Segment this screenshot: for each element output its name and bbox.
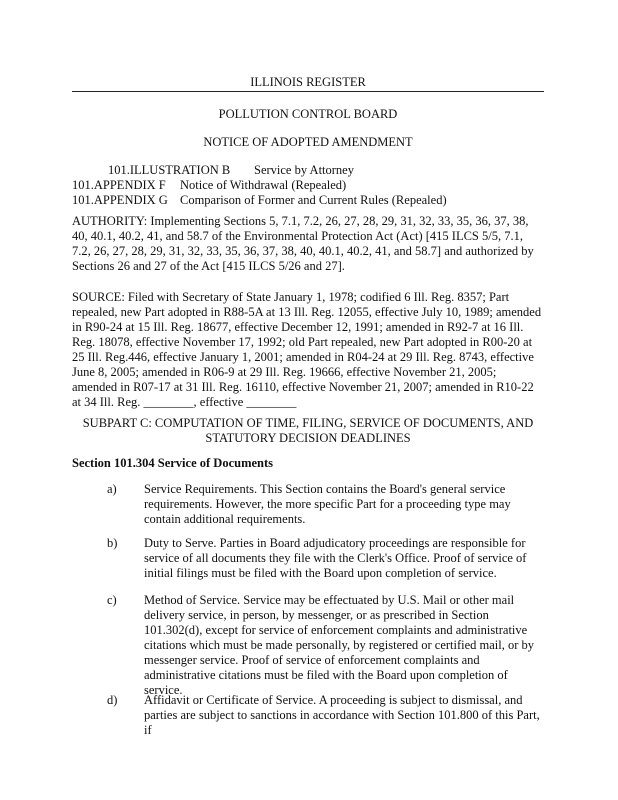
item-label: c) — [107, 593, 117, 607]
item-text: Method of Service. Service may be effectuated by U.S. Mail or other mail delivery service, in person, by messenger, or as prescribed in Section 101.302(d), except for service of enforcement complaints and administrative citations which must be made personally, by registered or certified mail, or by messenger service. Proof of service of enforcement complaints and administrative citations must be filed with the Board upon completion of service. — [144, 593, 535, 697]
source-note: SOURCE: Filed with Secretary of State January 1, 1978; codified 6 Ill. Reg. 8357; Part repealed, new Part adopted in R88-5A at 13 Ill. Reg. 12055, effective July 10, 1989; amended in R90-24 at 15 Ill. Reg. 18677, effective December 12, 1991; amended in R92-7 at 16 Ill. Reg. 18078, effective November 17, 1992; old Part repealed, new Part adopted in R00-20 at 25 Ill. Reg.446, effective January 1, 2001; amended in R04-24 at 29 Ill. Reg. 8743, effective June 8, 2005; amended in R06-9 at 29 Ill. Reg. 19666, effective November 21, 2005; amended in R07-17 at 31 Ill. Reg. 16110, effective November 21, 2007; amended in R10-22 at 34 Ill. Reg. ________, effective ________ — [72, 290, 542, 409]
toc-title: Service by Attorney — [254, 163, 354, 177]
section-heading: Section 101.304 Service of Documents — [72, 456, 274, 470]
toc-title: Notice of Withdrawal (Repealed) — [180, 178, 347, 192]
subpart-heading: SUBPART C: COMPUTATION OF TIME, FILING, SERVICE OF DOCUMENTS, AND STATUTORY DECISION DEADLINES — [82, 416, 534, 445]
toc-title: Comparison of Former and Current Rules (Repealed) — [180, 193, 447, 207]
notice-title: NOTICE OF ADOPTED AMENDMENT — [203, 135, 413, 149]
item-text: Affidavit or Certificate of Service. A proceeding is subject to dismissal, and parties are subject to sanctions in accordance with Section 101.800 of this Part, if — [144, 693, 540, 737]
item-label: d) — [107, 693, 118, 707]
authority-note: AUTHORITY: Implementing Sections 5, 7.1, 7.2, 26, 27, 28, 29, 31, 32, 33, 35, 36, 37, 38, 40, 40.1, 40.2, 41, and 58.7 of the Environmental Protection Act (Act) [415 ILCS 5/5, 7.1, 7.2, 26, 27, 28, 29, 31, 32, 33, 35, 36, 37, 38, 40, 40.1, 40.2, 41, and 58.7] and authorized by Sections 26 and 27 of the Act [415 ILCS 5/26 and 27]. — [72, 214, 534, 273]
header-divider — [72, 91, 544, 92]
toc-id: 101.APPENDIX F — [72, 178, 166, 192]
toc-id: 101.APPENDIX G — [72, 193, 168, 207]
toc-id: 101.ILLUSTRATION B — [108, 163, 231, 177]
item-label: a) — [107, 482, 117, 496]
agency-title: POLLUTION CONTROL BOARD — [218, 107, 398, 121]
register-title: ILLINOIS REGISTER — [250, 75, 366, 89]
item-text: Service Requirements. This Section contains the Board's general service requirements. However, the more specific Part for a proceeding type may contain additional requirements. — [144, 482, 511, 526]
item-label: b) — [107, 536, 118, 550]
item-text: Duty to Serve. Parties in Board adjudicatory proceedings are responsible for service of all documents they file with the Clerk's Office. Proof of service of initial filings must be filed with the Board upon completion of service. — [144, 536, 527, 580]
